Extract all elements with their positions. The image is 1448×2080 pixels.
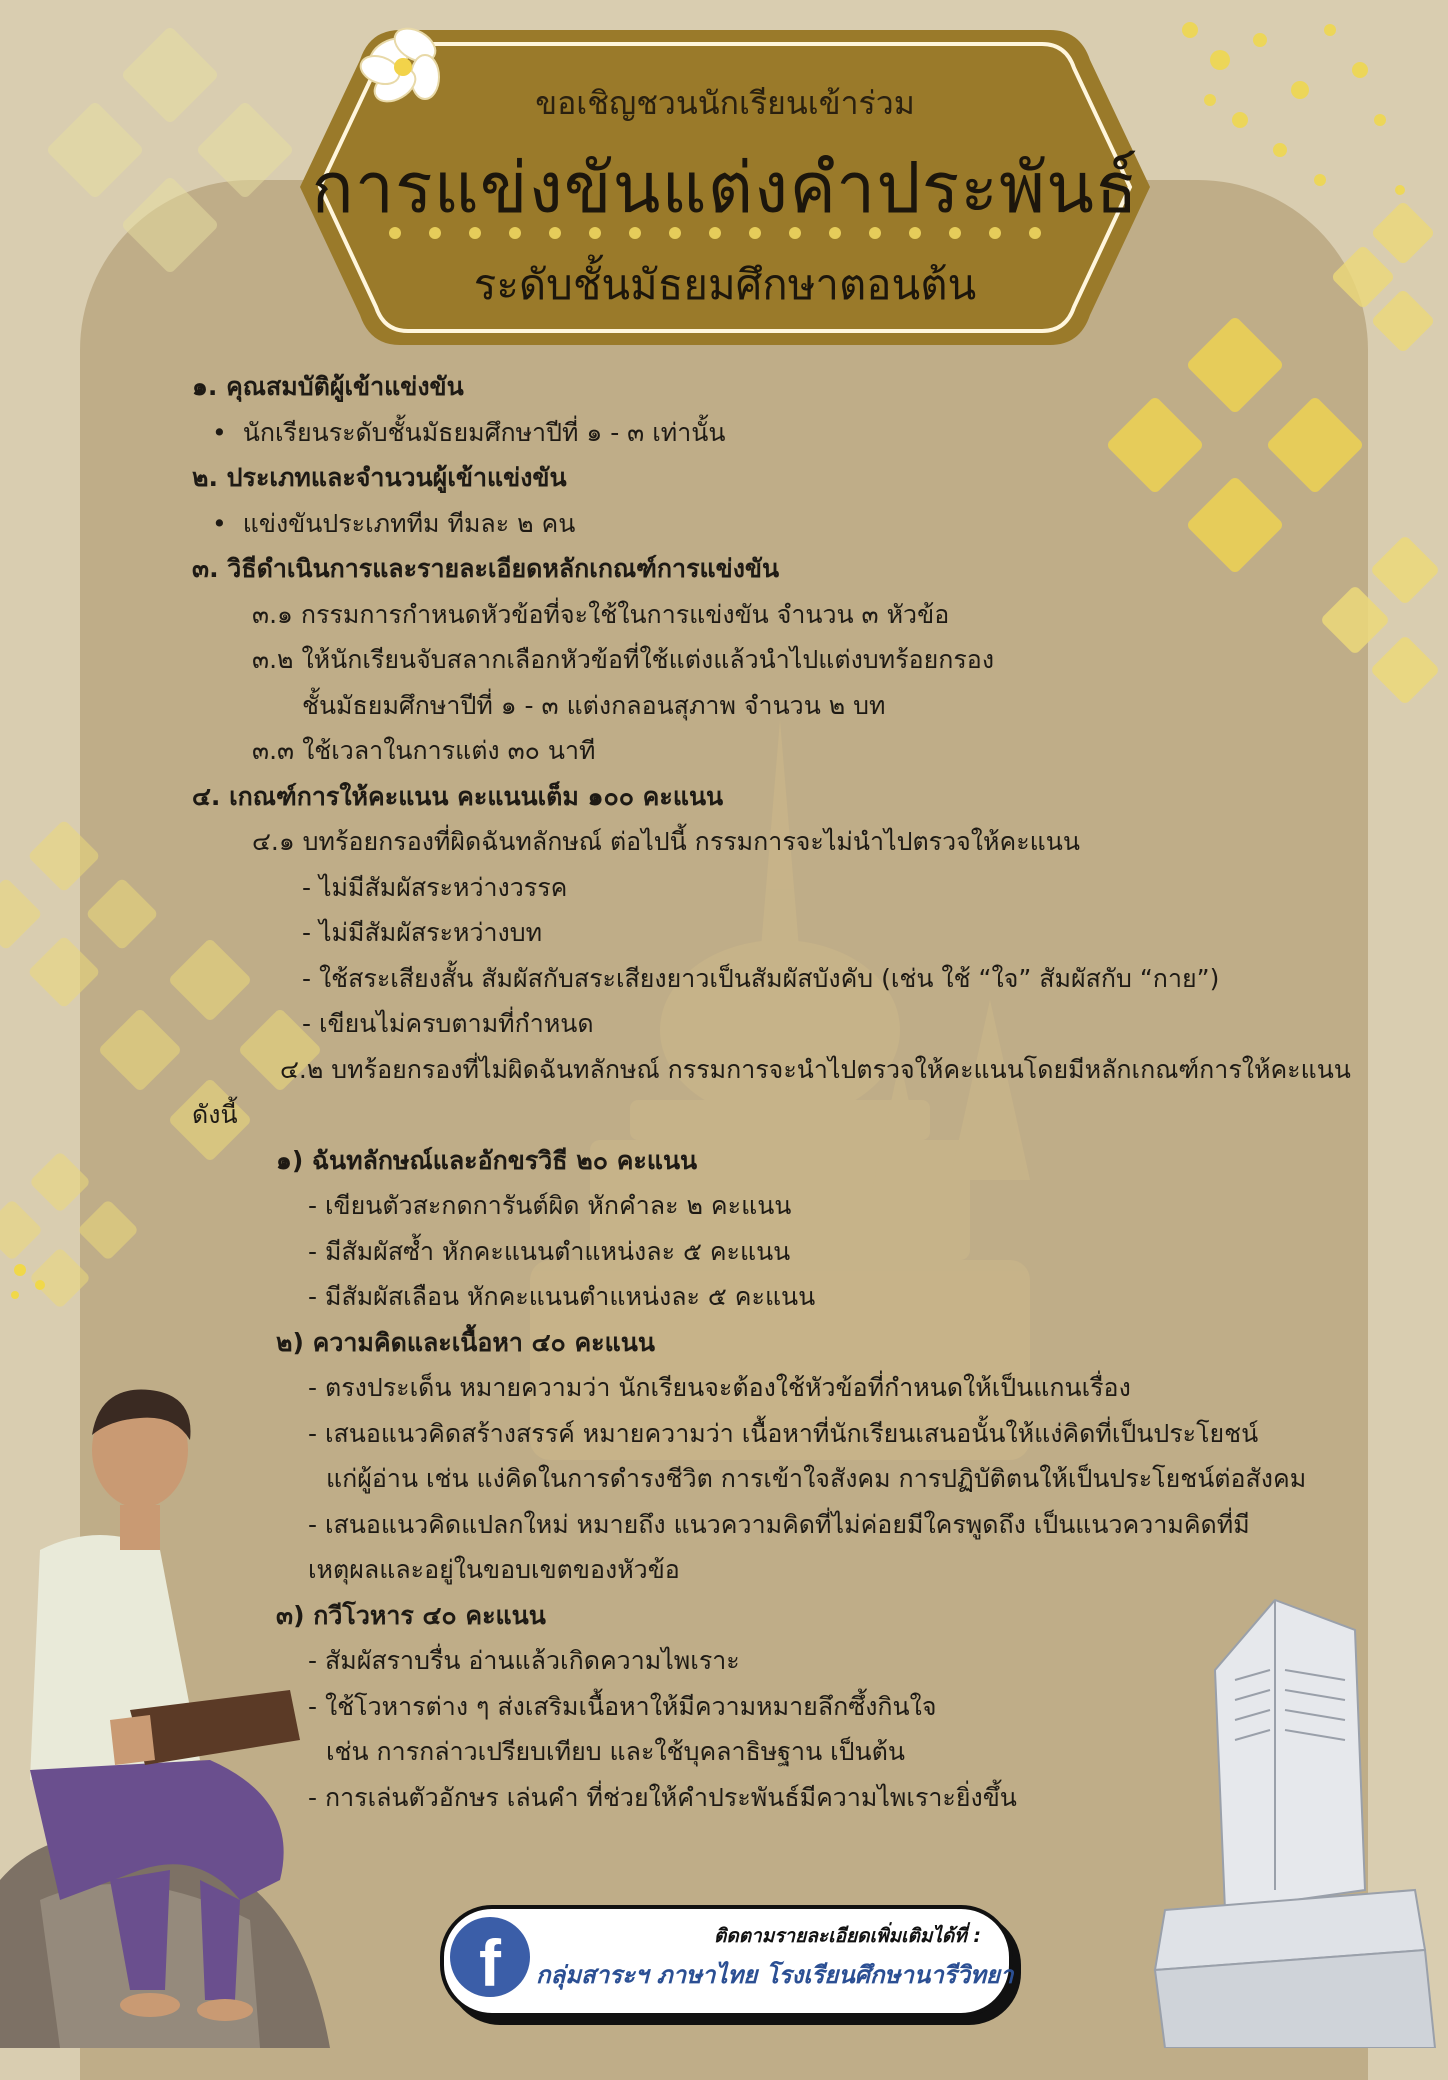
section-3-2-line1: ๓.๒ ให้นักเรียนจับสลากเลือกหัวข้อที่ใช้แต่งแล้วนำไปแต่งบทร้อยกรอง (252, 645, 995, 674)
facebook-page-badge[interactable] (440, 1905, 1013, 2017)
section-4-1-item: - ไม่มีสัมผัสระหว่างวรรค (302, 873, 568, 902)
section-4-2-line1: ๔.๒ บทร้อยกรองที่ไม่ผิดฉันทลักษณ์ กรรมการจะนำไปตรวจให้คะแนนโดยมีหลักเกณฑ์การให้คะแนน (280, 1055, 1351, 1084)
criteria-2-item-cont: แก่ผู้อ่าน เช่น แง่คิดในการดำรงชีวิต การเข้าใจสังคม การปฏิบัติตนให้เป็นประโยชน์ต่อสังคม (326, 1464, 1307, 1493)
section-3-2-line2: ชั้นมัธยมศึกษาปีที่ ๑ - ๓ แต่งกลอนสุภาพ จำนวน ๒ บท (302, 691, 886, 720)
criteria-1-item: - เขียนตัวสะกดการันต์ผิด หักคำละ ๒ คะแนน (308, 1191, 792, 1220)
criteria-2-item-cont: เหตุผลและอยู่ในขอบเขตของหัวข้อ (308, 1555, 680, 1584)
level-subtitle: ระดับชั้นมัธยมศึกษาตอนต้น (473, 260, 977, 309)
stone-inscription-illustration (1125, 1590, 1448, 2048)
criteria-3-item: - สัมผัสราบรื่น อ่านแล้วเกิดความไพเราะ (308, 1646, 740, 1675)
section-2-item: • แข่งขันประเภททีม ทีมละ ๒ คน (212, 511, 575, 536)
section-4-1-item: - ไม่มีสัมผัสระหว่างบท (302, 918, 543, 947)
follow-label: ติดตามรายละเอียดเพิ่มเติมได้ที่ : (714, 1925, 981, 1947)
criteria-1-heading: ๑) ฉันทลักษณ์และอักขรวิธี ๒๐ คะแนน (276, 1146, 698, 1175)
criteria-3-item-cont: เช่น การกล่าวเปรียบเทียบ และใช้บุคลาธิษฐาน เป็นต้น (326, 1737, 905, 1766)
flower-decoration-right (1120, 330, 1350, 560)
section-4-2-line2: ดังนี้ (192, 1100, 238, 1129)
poet-illustration (0, 1380, 330, 2048)
yellow-dots-decoration-left (0, 1250, 80, 1310)
criteria-3-heading: ๓) กวีโวหาร ๔๐ คะแนน (276, 1601, 546, 1630)
section-4-1-item: - เขียนไม่ครบตามที่กำหนด (302, 1009, 594, 1038)
criteria-1-item: - มีสัมผัสซ้ำ หักคะแนนตำแหน่งละ ๕ คะแนน (308, 1237, 791, 1266)
invite-text: ขอเชิญชวนนักเรียนเข้าร่วม (535, 84, 915, 122)
section-1-item: • นักเรียนระดับชั้นมัธยมศึกษาปีที่ ๑ - ๓ เท่านั้น (212, 420, 725, 445)
criteria-3-item: - ใช้โวหารต่าง ๆ ส่งเสริมเนื้อหาให้มีความหมายลึกซึ้งกินใจ (308, 1692, 937, 1721)
flower-decoration-left-top (60, 40, 280, 260)
section-3-heading: ๓. วิธีดำเนินการและรายละเอียดหลักเกณฑ์การแข่งขัน (192, 554, 780, 583)
criteria-2-heading: ๒) ความคิดและเนื้อหา ๔๐ คะแนน (276, 1328, 655, 1357)
flower-decoration-right-small (1330, 545, 1448, 695)
section-3-1: ๓.๑ กรรมการกำหนดหัวข้อที่จะใช้ในการแข่งขัน จำนวน ๓ หัวข้อ (252, 600, 950, 629)
yellow-dots-decoration (1130, 0, 1448, 230)
facebook-page-name[interactable]: กลุ่มสาระฯ ภาษาไทย โรงเรียนศึกษานารีวิทยา (536, 1961, 1014, 1989)
page-title: การแข่งขันแต่งคำประพันธ์ (311, 147, 1139, 229)
criteria-2-item: - ตรงประเด็น หมายความว่า นักเรียนจะต้องใช้หัวข้อที่กำหนดให้เป็นแกนเรื่อง (308, 1373, 1131, 1402)
section-4-1-item: - ใช้สระเสียงสั้น สัมผัสกับสระเสียงยาวเป็นสัมผัสบังคับ (เช่น ใช้ “ใจ” สัมผัสกับ “กาย”) (302, 964, 1220, 993)
criteria-3-item: - การเล่นตัวอักษร เล่นคำ ที่ช่วยให้คำประพันธ์มีความไพเราะยิ่งขึ้น (308, 1783, 1017, 1812)
criteria-2-item: - เสนอแนวคิดแปลกใหม่ หมายถึง แนวความคิดที่ไม่ค่อยมีใครพูดถึง เป็นแนวความคิดที่มี (308, 1510, 1250, 1539)
section-4-heading: ๔. เกณฑ์การให้คะแนน คะแนนเต็ม ๑๐๐ คะแนน (192, 782, 724, 811)
section-2-heading: ๒. ประเภทและจำนวนผู้เข้าแข่งขัน (192, 463, 567, 492)
facebook-icon: f (450, 1917, 530, 1997)
criteria-1-item: - มีสัมผัสเลือน หักคะแนนตำแหน่งละ ๕ คะแนน (308, 1282, 816, 1311)
section-3-3: ๓.๓ ใช้เวลาในการแต่ง ๓๐ นาที (252, 736, 596, 765)
section-4-1: ๔.๑ บทร้อยกรองที่ผิดฉันทลักษณ์ ต่อไปนี้ กรรมการจะไม่นำไปตรวจให้คะแนน (252, 827, 1080, 856)
frangipani-flower-icon (345, 15, 475, 135)
section-1-heading: ๑. คุณสมบัติผู้เข้าแข่งขัน (192, 372, 464, 401)
criteria-2-item: - เสนอแนวคิดสร้างสรรค์ หมายความว่า เนื้อหาที่นักเรียนเสนอนั้นให้แง่คิดที่เป็นประโยชน์ (308, 1419, 1259, 1448)
flower-decoration-right-top (1340, 210, 1448, 360)
